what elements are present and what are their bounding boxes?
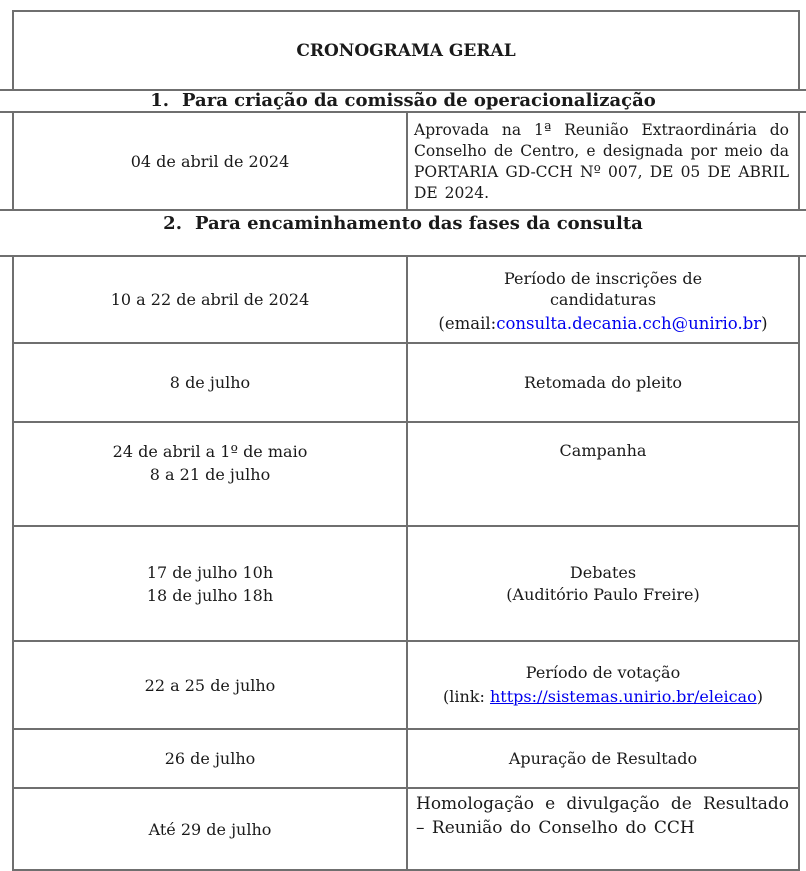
date-text: 04 de abril de 2024 [130, 151, 290, 171]
date-cell [14, 527, 408, 640]
description-line: candidaturas [549, 290, 657, 309]
table-row [12, 527, 800, 642]
description-cell [408, 730, 798, 787]
table-row [12, 642, 800, 730]
page-title: CRONOGRAMA GERAL [296, 40, 516, 61]
date-cell [14, 423, 408, 525]
description-text: Aprovada na 1ª Reunião Extraordinária do Conselho de Centro, e designada por meio da PORTARIA GD-CCH Nº 007, DE 05 DE ABRIL DE 2024. [414, 121, 789, 202]
description-cell [408, 527, 798, 640]
description-text: Homologação e divulgação de Resultado – Reunião do Conselho do CCH [416, 794, 789, 838]
section-heading-2 [0, 209, 806, 257]
table-row [12, 730, 800, 789]
description-cell [408, 789, 798, 869]
date-line: 18 de julho 18h [146, 585, 274, 605]
description-text: Período de votação [525, 663, 681, 682]
table-row [12, 423, 800, 527]
description-line: Período de inscrições de [503, 269, 703, 288]
date-text: 8 de julho [169, 373, 251, 392]
date-line: 8 a 21 de julho [149, 465, 271, 484]
date-cell [14, 257, 408, 342]
voting-link[interactable]: https://sistemas.unirio.br/eleicao [489, 687, 757, 706]
description-text: Retomada do pleito [523, 372, 683, 392]
table-row [12, 789, 800, 871]
section-heading-text: Para encaminhamento das fases da consulta [194, 213, 643, 234]
date-line: 24 de abril a 1º de maio [112, 442, 308, 461]
date-text: Até 29 de julho [148, 819, 272, 839]
description-cell [408, 257, 798, 342]
description-text: Campanha [559, 441, 647, 460]
date-cell [14, 730, 408, 787]
schedule-table-header [12, 10, 800, 89]
date-cell [14, 789, 408, 869]
email-suffix: ) [761, 314, 768, 333]
description-cell [408, 344, 798, 421]
link-suffix: ) [756, 687, 763, 706]
date-text: 26 de julho [164, 749, 256, 768]
date-text: 22 a 25 de julho [144, 675, 276, 695]
section-heading-1 [0, 89, 806, 113]
link-prefix: (link: [443, 687, 490, 706]
description-line: (Auditório Paulo Freire) [506, 584, 700, 604]
email-line [416, 313, 790, 334]
description-text: Apuração de Resultado [508, 748, 698, 768]
section-number: 1. [150, 90, 169, 111]
table-row [12, 344, 800, 423]
link-line [416, 685, 790, 709]
section-heading-text: Para criação da comissão de operacionalização [182, 90, 656, 111]
email-link[interactable]: consulta.decania.cch@unirio.br [496, 314, 762, 333]
section-number: 2. [163, 213, 182, 234]
table-row [12, 257, 800, 344]
description-cell [408, 113, 798, 209]
date-line: 17 de julho 10h [146, 562, 274, 582]
date-cell [14, 113, 408, 209]
email-prefix: (email: [438, 314, 497, 333]
date-cell [14, 344, 408, 421]
description-cell [408, 423, 798, 525]
description-cell [408, 642, 798, 728]
date-text: 10 a 22 de abril de 2024 [110, 290, 310, 309]
table-row [12, 113, 800, 209]
description-line: Debates [569, 562, 637, 582]
date-cell [14, 642, 408, 728]
